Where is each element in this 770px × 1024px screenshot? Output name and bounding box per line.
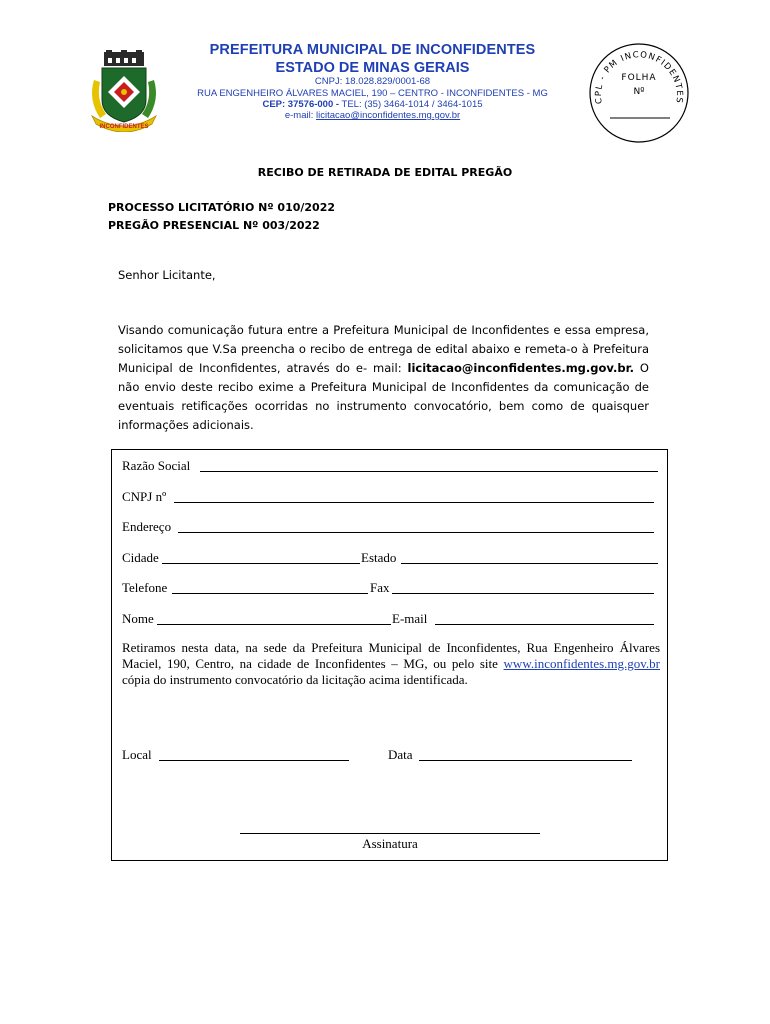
pregao-number: PREGÃO PRESENCIAL Nº 003/2022 <box>108 219 320 232</box>
field-nome-email[interactable] <box>122 611 654 627</box>
line-telefone[interactable] <box>172 593 368 594</box>
label-estado: Estado <box>361 550 397 565</box>
processo-number: PROCESSO LICITATÓRIO Nº 010/2022 <box>108 201 336 214</box>
logo-ribbon-text: INCONFIDENTES <box>99 124 149 130</box>
header-title: PREFEITURA MUNICIPAL DE INCONFIDENTES <box>209 42 536 58</box>
line-fax[interactable] <box>392 593 654 594</box>
header-state: ESTADO DE MINAS GERAIS <box>275 60 470 76</box>
stamp-ring-text: CPL - PM INCONFIDENTES <box>593 50 685 105</box>
label-fax: Fax <box>370 580 390 595</box>
site-link[interactable]: www.inconfidentes.mg.gov.br <box>503 656 660 671</box>
label-data: Data <box>388 747 413 762</box>
signature-label: Assinatura <box>362 836 418 851</box>
label-nome: Nome <box>122 611 154 626</box>
label-email: E-mail <box>392 611 428 626</box>
field-cnpj[interactable] <box>122 489 654 505</box>
stamp-folha: FOLHA <box>621 73 657 83</box>
label-endereco: Endereço <box>122 519 172 534</box>
label-razao-social: Razão Social <box>122 458 191 473</box>
label-local: Local <box>122 747 152 762</box>
header-email-line <box>160 110 585 121</box>
line-endereco[interactable] <box>178 532 654 533</box>
intro-paragraph: Visando comunicação futura entre a Prefeitura Municipal de Inconfidentes e essa empresa, solicitamos que V.Sa preencha o recibo de entrega de edital abaixo e remeta-o à Prefeitura Municipal de Inconfidentes, através do e- mail: licitacao@inconfidentes.mg.gov.br. O não envio deste recibo exime a Prefeitura Municipal de Inconfidentes da comunicação de eventuais retificações ocorridas no instrumento convocatório, bem como de quaisquer informações adicionais. <box>118 323 649 432</box>
line-nome[interactable] <box>157 624 391 625</box>
greeting: Senhor Licitante, <box>118 268 216 282</box>
line-email[interactable] <box>435 624 654 625</box>
field-telefone-fax[interactable] <box>122 580 654 596</box>
label-cidade: Cidade <box>122 550 159 565</box>
field-local-data[interactable] <box>122 747 632 763</box>
header-email-label: e-mail: <box>284 110 317 121</box>
line-razao-social[interactable] <box>200 471 658 472</box>
retirada-paragraph: Retiramos nesta data, na sede da Prefeitura Municipal de Inconfidentes, Rua Engenheiro Álvares Maciel, 190, Centro, na cidade de Inconfidentes – MG, ou pelo site www.inconfidentes.mg.gov.br cópia do instrumento convocatório da licitação acima identificada. <box>122 640 660 687</box>
line-cnpj[interactable] <box>174 502 654 503</box>
signature-line[interactable] <box>240 833 540 834</box>
header-tel: TEL: (35) 3464-1014 / 3464-1015 <box>339 99 483 110</box>
header-cep: CEP: 37576-000 - <box>262 99 340 110</box>
header-cnpj: CNPJ: 18.028.829/0001-68 <box>314 76 431 87</box>
label-telefone: Telefone <box>122 580 168 595</box>
label-cnpj: CNPJ nº <box>122 489 167 504</box>
header-email-link[interactable]: licitacao@inconfidentes.mg.gov.br <box>316 110 461 121</box>
field-razao-social[interactable] <box>122 458 658 474</box>
field-endereco[interactable] <box>122 519 654 535</box>
line-cidade[interactable] <box>162 563 360 564</box>
header-address: RUA ENGENHEIRO ÁLVARES MACIEL, 190 – CENTRO - INCONFIDENTES - MG <box>197 88 548 99</box>
folha-stamp <box>588 42 690 144</box>
stamp-numero: Nº <box>633 87 645 97</box>
field-cidade-estado[interactable] <box>122 550 658 566</box>
line-local[interactable] <box>159 760 349 761</box>
header-contact <box>160 99 585 110</box>
document-title: RECIBO DE RETIRADA DE EDITAL PREGÃO <box>257 166 513 179</box>
coat-of-arms-logo <box>86 50 162 132</box>
line-data[interactable] <box>419 760 632 761</box>
intro-email: licitacao@inconfidentes.mg.gov.br. <box>407 361 634 375</box>
line-estado[interactable] <box>401 563 658 564</box>
